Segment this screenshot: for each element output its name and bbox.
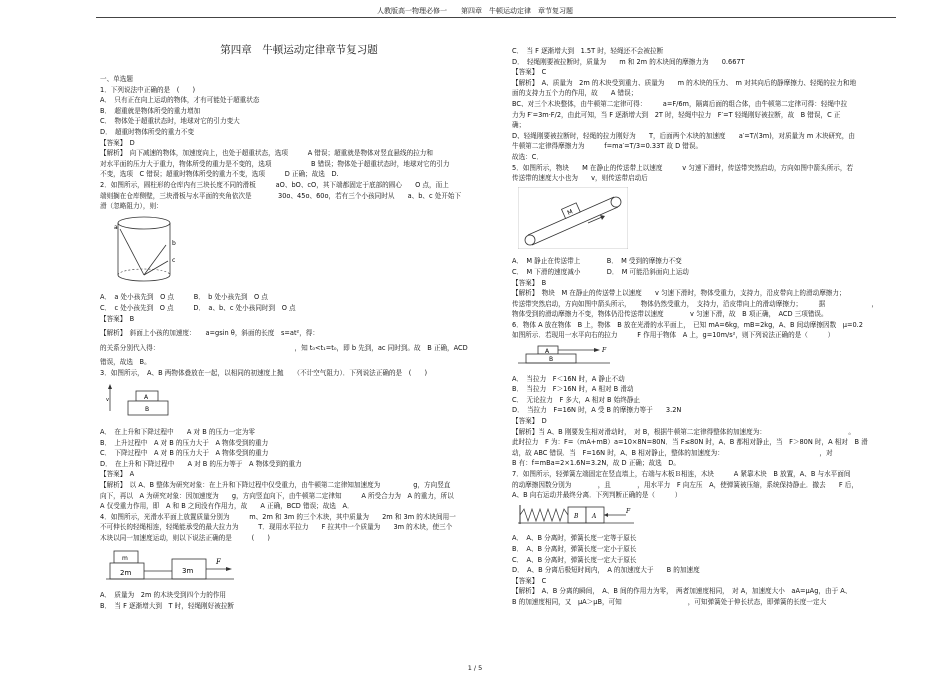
- right-column: [512, 46, 914, 608]
- block-a-label: A: [545, 348, 550, 356]
- text-line: 此时拉力 F 为：F=（mA+mB）a=10×8N=80N．当 F≤80N 时，A、B 都相对静止，当 F＞80N 时，A 相对 B 滑: [512, 438, 868, 447]
- text-line: B． A、B 分离时，弹簧长度一定小于原长: [512, 544, 637, 553]
- block-a-label: A: [592, 512, 597, 520]
- text-line: B． 当拉力 F＞16N 时，A 相对 B 滑动: [512, 385, 634, 394]
- text-line: 【解析】 向下减速的物体，加速度向上，也处于超重状态，选项 A 错误；超重就是物体对竖直悬线的拉力和: [100, 149, 433, 158]
- block-b-label: B: [574, 512, 579, 520]
- page-number: 1 / 5: [467, 664, 483, 672]
- block-a-label: A: [144, 394, 149, 402]
- section-heading: 一、单选题: [100, 75, 133, 83]
- blocks-a-b-figure: [518, 344, 614, 366]
- text-line: 面的支持力五个力的作用，故 A 错误；: [512, 89, 638, 98]
- text-line: 【解析】 A、B 分离的瞬间， A、B 间的作用力为零， 两者加速度相同， 对 A，加速度大小 aA=μAg，由于 A、: [512, 587, 852, 596]
- text-line: 6．物体 A 放在物体 B 上，物体 B 放在光滑的水平面上， 已知 mA=6kg，mB=2kg，A、B 间动摩擦因数 μ=0.2: [512, 320, 863, 329]
- text-line: B． 上升过程中 A 对 B 的压力大于 A 物体受到的重力: [100, 438, 269, 447]
- point-a-label: a: [114, 223, 118, 231]
- answer-line: 【答案】 B: [100, 314, 135, 323]
- text-line: 5．如图所示，物块 M 在静止的传送带上以速度 v 匀速下滑时，传送带突然启动，方向如图中箭头所示，若: [512, 163, 854, 172]
- answer-line: 【答案】 C: [512, 576, 547, 585]
- spring-blocks-figure: [518, 504, 636, 526]
- text-line: 1．下列说法中正确的是 ( ): [100, 85, 196, 94]
- text-line: 的关系分别代入得： ，知 t₀<t₁=t₀，即 b 先到，ac 同时到。故 B 正确，ACD: [100, 343, 468, 352]
- text-line: D． 轻绳刚要被拉断时，质量为 m 和 2m 的木块间的摩擦力为 0.667T: [512, 57, 745, 66]
- text-line: 确；: [512, 121, 526, 130]
- block-2m-label: 2m: [120, 568, 132, 577]
- text-line: C． c 处小孩先到 O 点 D． a、b、c 处小孩同时到 O 点: [100, 303, 296, 312]
- text-line: 不变，选项 C 错误；超重时物体所受的重力不变，选项 D 正确；故选 D.: [100, 170, 339, 179]
- answer-line: 【答案】 D: [100, 138, 135, 147]
- text-line: A． M 静止在传送带上 B． M 受到的摩擦力不变: [512, 257, 682, 266]
- text-line: A． 在上升和下降过程中 A 对 B 的压力一定为零: [100, 428, 256, 437]
- text-line: 对水平面的压力大于重力，物体所受的重力是不变的，选项 B 错误；物体处于超重状态时，地球对它的引力: [100, 159, 450, 168]
- svg-text:v: v: [106, 397, 109, 404]
- text-line: D、轻绳刚要被拉断时，轻绳的拉力刚好为 T，后面两个木块的加速度 a′=T/(3m)，对质量为 m 木块研究，由: [512, 131, 855, 140]
- text-line: 牛顿第二定律得摩擦力为 f=ma′=T/3=0.33T 故 D 错误。: [512, 142, 703, 151]
- header-rule: [96, 17, 896, 18]
- text-line: A． A、B 分离时，弹簧长度一定等于原长: [512, 534, 637, 543]
- block-b-label: B: [145, 406, 150, 414]
- conveyor-belt-figure: [518, 187, 628, 249]
- text-line: 的动摩擦因数分别为 ，且 ，用水平力 F 向左压 A，使弹簧被压缩，系统保持静止．撤去 F 后，: [512, 480, 858, 489]
- text-line: A． 当拉力 F＜16N 时，A 静止不动: [512, 374, 625, 383]
- text-line: D． 当拉力 F=16N 时，A 受 B 的摩擦力等于 3.2N: [512, 406, 682, 415]
- force-f-label: F: [602, 347, 607, 355]
- text-line: 物体受到的滑动摩擦力不变，物体仍沿传送带以速度 v 匀速下滑，故 B 项正确， ACD 三项错误。: [512, 310, 828, 319]
- force-f-label: F: [626, 507, 631, 515]
- text-line: 如图所示．若现用一水平向右的拉力 F 作用于物体 A 上，g=10m/s²，则下列说法正确的是（ ）: [512, 331, 835, 340]
- page-header: 人教版高一物理必修一 第四章 牛顿运动定律 章节复习题: [377, 7, 573, 15]
- answer-line: 【答案】 A: [100, 470, 135, 479]
- text-line: D． 在上升和下降过程中 A 对 B 的压力等于 A 物体受到的重力: [100, 459, 302, 468]
- text-line: 【解析】 以 A、B 整体为研究对象：在上升和下降过程中仅受重力，由牛顿第二定律知加速度为 g，方向竖直: [100, 481, 451, 490]
- block-3m-label: 3m: [182, 566, 194, 575]
- left-column: [100, 44, 498, 611]
- text-line: 【解析】 物块 M 在静止的传送带上以速度 v 匀速下滑时，物体受重力，支持力，沿皮带向上的滑动摩擦力；: [512, 289, 846, 298]
- text-line: 端则搁在仓库侧壁，三块滑板与水平面的夹角依次是 30o、45o、60o，若有三个小孩同时从 a、b、c 处开始下: [100, 191, 462, 200]
- text-line: C． 无论拉力 F 多大，A 相对 B 始终静止: [512, 395, 641, 404]
- text-line: 木块以同一加速度运动，则以下说法正确的是 ( ): [100, 534, 270, 542]
- text-line: C． 物体处于超重状态时，地球对它的引力变大: [100, 117, 240, 126]
- force-f-label: F: [216, 557, 221, 566]
- text-line: 传送带突然启动，方向如图中箭头所示， 物体仍然受重力， 支持力，沿皮带向上的滑动摩擦力； 据 ，: [512, 299, 878, 308]
- text-line: 错误，故选 B。: [100, 358, 151, 367]
- text-line: A． 只有正在向上运动的物体，才有可能处于超重状态: [100, 96, 260, 105]
- text-line: 7．如图所示，轻弹簧左端固定在竖直墙上，右端与木板Ｂ相连，木块 A 紧靠木块 B 放置，A、B 与水平面间: [512, 470, 851, 478]
- block-m-label: m: [122, 554, 128, 562]
- text-line: 2．如图所示，圆柱形的仓库内有三块长度不同的滑板 aO、bO、cO，其下端都固定于底部的圆心 O 点，而上: [100, 180, 449, 189]
- point-c-label: c: [172, 256, 176, 264]
- text-line: A、B 向右运动并最终分离．下列判断正确的是（ ）: [512, 491, 682, 500]
- text-line: 4．如图所示，光滑水平面上放置质量分别为 m、2m 和 3m 的三个木块，其中质量为 2m 和 3m 的木块间用一: [100, 512, 456, 521]
- text-line: 传送带的速度大小也为 v，则传送带启动后: [512, 174, 648, 183]
- text-line: 3．如图所示， A、B 两物体叠放在一起，以相同的初速度上抛 （不计空气阻力）．下列说法正确的是 ( ): [100, 368, 428, 377]
- text-line: 【解析】 A、质量为 2m 的木块受到重力、质量为 m 的木块的压力、 m 对其向后的静摩擦力、轻绳的拉力和地: [512, 78, 857, 87]
- text-line: 【解析】当 A、B 刚要发生相对滑动时， 对 B，根据牛顿第二定律得整体的加速度为： 。: [512, 427, 855, 436]
- block-m-label: M: [566, 208, 574, 217]
- text-line: 故选：C．: [512, 152, 543, 161]
- stacked-blocks-figure: [106, 381, 206, 419]
- text-line: 力为 F′=3m·F/2，由此可知，当 F 逐渐增大到 2T 时，轻绳中拉力 F′=T 轻绳刚好被拉断，故 B 错误，C 正: [512, 110, 841, 119]
- text-line: D． 超重时物体所受的重力不变: [100, 127, 195, 136]
- text-line: A． a 处小孩先到 O 点 B． b 处小孩先到 O 点: [100, 293, 268, 302]
- text-line: 不可伸长的轻绳相连，轻绳能承受的最大拉力为 T．现用水平拉力 F 拉其中一个质量为 3m 的木块，使三个: [100, 523, 453, 532]
- answer-line: 【答案】 B: [512, 278, 547, 287]
- answer-line: 【答案】 D: [512, 417, 547, 426]
- block-b-label: B: [549, 356, 554, 364]
- text-line: 滑（忽略阻力），则：: [100, 202, 163, 211]
- text-line: 向下，再以 A 为研究对象：因加速度为 g，方向竖直向下，由牛顿第二定律知 A 所受合力为 A 的重力，所以: [100, 491, 454, 500]
- text-line: BC、对三个木块整体，由牛顿第二定律可得： a=F/6m，隔离后面的组合体，由牛顿第二定律可得：轻绳中拉: [512, 99, 848, 108]
- document-title: 第四章 牛顿运动定律章节复习题: [220, 44, 378, 56]
- text-line: C． 当 F 逐渐增大到 1.5T 时，轻绳还不会被拉断: [512, 47, 664, 55]
- text-line: B 有：f=mBa=2×1.6N=3.2N，故 D 正确；故选 D。: [512, 459, 680, 468]
- cylinder-slides-figure: [106, 215, 196, 285]
- text-line: 【解析】 斜面上小孩的加速度： a=gsin θ，斜面的长度 s=at²，得：: [100, 329, 319, 338]
- text-line: D． A、B 分离后极短时间内， A 的加速度大于 B 的加速度: [512, 566, 700, 575]
- answer-line: 【答案】 C: [512, 68, 547, 77]
- text-line: C． 下降过程中 A 对 B 的压力大于 A 物体受到的重力: [100, 449, 269, 458]
- text-line: C． A、B 分离时，弹簧长度一定大于原长: [512, 555, 637, 564]
- point-b-label: b: [172, 239, 176, 247]
- text-line: B． 当 F 逐渐增大到 T 时，轻绳刚好被拉断: [100, 601, 235, 610]
- text-line: 动，故 ABC 错误．当 F=16N 时，A、B 相对静止，整体的加速度为： ，对: [512, 448, 833, 457]
- three-blocks-figure: [106, 547, 236, 583]
- text-line: A． 质量为 2m 的木块受到四个力的作用: [100, 591, 227, 600]
- text-line: C． M 下滑的速度减小 D． M 可能沿斜面向上运动: [512, 267, 689, 276]
- text-line: B． 超重就是物体所受的重力增加: [100, 106, 201, 115]
- text-line: B 的加速度相同，又 μA＞μB，可知 ，可知弹簧处于伸长状态，即弹簧的长度一定大: [512, 597, 827, 606]
- text-line: A 仅受重力作用，即 A 和 B 之间没有作用力，故 A 正确，BCD 错误；故选 A．: [100, 502, 354, 511]
